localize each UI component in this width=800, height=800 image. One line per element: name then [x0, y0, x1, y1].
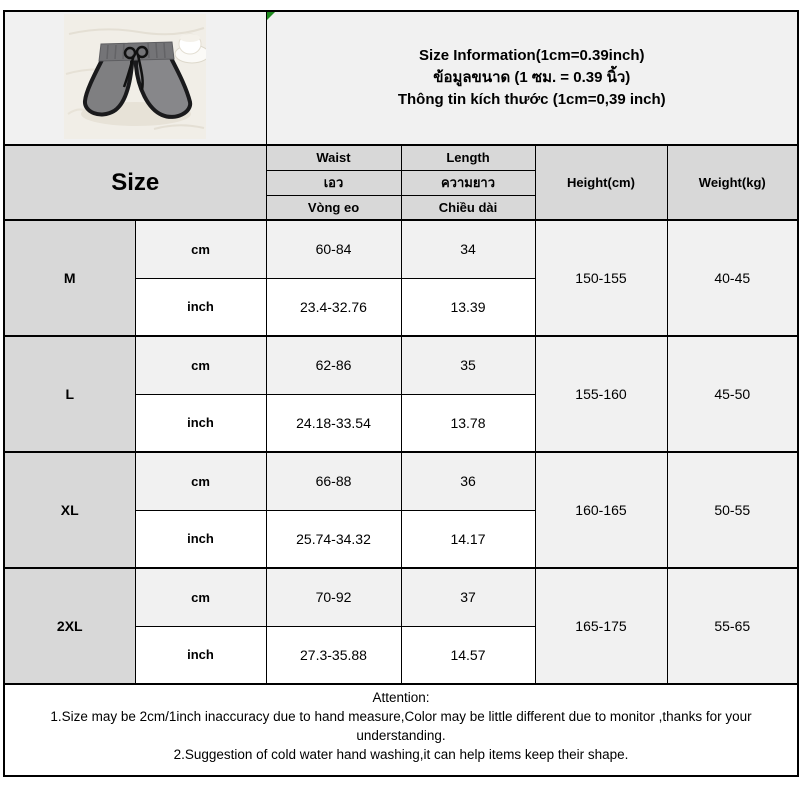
height-value-2xl: 165-175: [535, 568, 667, 684]
unit-cm-label: cm: [135, 336, 266, 394]
weight-value-2xl: 55-65: [667, 568, 798, 684]
length-header-th: ความยาว: [401, 170, 535, 195]
unit-cm-label: cm: [135, 452, 266, 510]
size-info-title-cell: [266, 11, 798, 145]
waist-cm-value-xl: 66-88: [266, 452, 401, 510]
waist-cm-value-2xl: 70-92: [266, 568, 401, 626]
size-cell-2xl: 2XL: [4, 568, 135, 684]
length-header-en: Length: [401, 145, 535, 170]
length-inch-value-m: 13.39: [401, 278, 535, 336]
unit-inch-label: inch: [135, 510, 266, 568]
length-inch-value-xl: 14.17: [401, 510, 535, 568]
shorts-photo-illustration: [64, 14, 206, 139]
size-info-title-en: Size Information(1cm=0.39inch): [419, 47, 645, 64]
unit-inch-label: inch: [135, 278, 266, 336]
product-photo: [64, 14, 206, 144]
height-value-l: 155-160: [535, 336, 667, 452]
weight-value-xl: 50-55: [667, 452, 798, 568]
size-chart-sheet: [3, 10, 797, 777]
waist-inch-value-2xl: 27.3-35.88: [266, 626, 401, 684]
waist-header-en: Waist: [266, 145, 401, 170]
weight-value-m: 40-45: [667, 220, 798, 336]
height-header: Height(cm): [535, 145, 667, 220]
attention-title: Attention:: [372, 690, 430, 705]
length-cm-value-xl: 36: [401, 452, 535, 510]
product-photo-cell: [4, 11, 266, 145]
length-cm-value-2xl: 37: [401, 568, 535, 626]
attention-line2: 2.Suggestion of cold water hand washing,it can help items keep their shape.: [173, 747, 629, 762]
waist-header-th: เอว: [266, 170, 401, 195]
waist-header-vi: Vòng eo: [266, 195, 401, 220]
waist-cm-value-l: 62-86: [266, 336, 401, 394]
length-header-vi: Chiều dài: [401, 195, 535, 220]
cell-flag-triangle-icon: [267, 12, 275, 20]
size-cell-m: M: [4, 220, 135, 336]
size-cell-l: L: [4, 336, 135, 452]
attention-note-cell: [4, 684, 798, 776]
weight-value-l: 45-50: [667, 336, 798, 452]
unit-cm-label: cm: [135, 568, 266, 626]
size-info-title-vi: Thông tin kích thước (1cm=0,39 inch): [397, 91, 666, 108]
height-value-xl: 160-165: [535, 452, 667, 568]
waist-cm-value-m: 60-84: [266, 220, 401, 278]
size-column-header: Size: [4, 145, 266, 220]
size-cell-xl: XL: [4, 452, 135, 568]
waist-inch-value-m: 23.4-32.76: [266, 278, 401, 336]
size-chart-table: [3, 10, 799, 777]
waist-inch-value-l: 24.18-33.54: [266, 394, 401, 452]
length-cm-value-l: 35: [401, 336, 535, 394]
height-value-m: 150-155: [535, 220, 667, 336]
length-inch-value-2xl: 14.57: [401, 626, 535, 684]
attention-line1: 1.Size may be 2cm/1inch inaccuracy due to hand measure,Color may be little different due to monitor ,thanks for your understanding.: [50, 709, 752, 743]
waist-inch-value-xl: 25.74-34.32: [266, 510, 401, 568]
length-cm-value-m: 34: [401, 220, 535, 278]
size-info-title-th: ข้อมูลขนาด (1 ซม. = 0.39 นิ้ว): [433, 69, 631, 86]
unit-inch-label: inch: [135, 626, 266, 684]
weight-header: Weight(kg): [667, 145, 798, 220]
unit-cm-label: cm: [135, 220, 266, 278]
length-inch-value-l: 13.78: [401, 394, 535, 452]
unit-inch-label: inch: [135, 394, 266, 452]
